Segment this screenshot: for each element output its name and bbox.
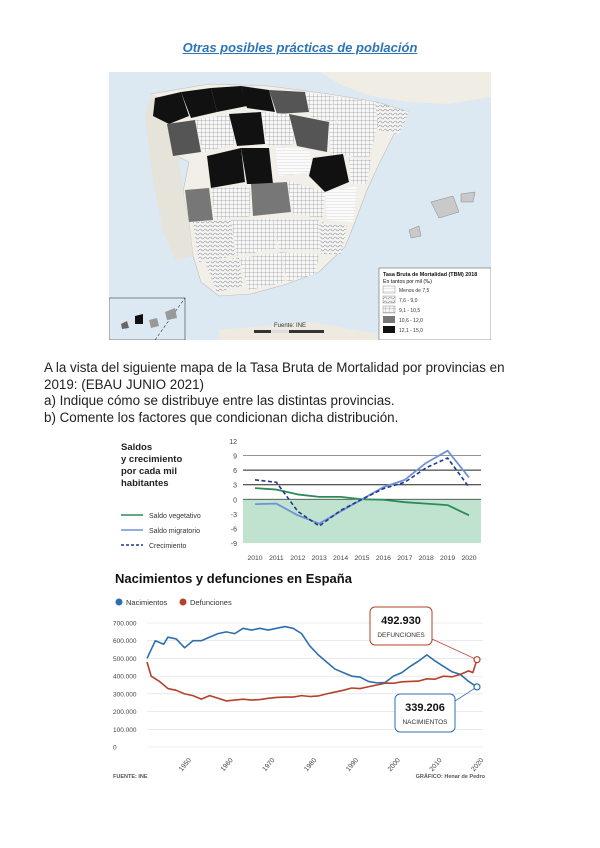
x-tick-label: 2010	[247, 555, 263, 562]
y-tick-label: 0	[113, 744, 117, 752]
balance-growth-chart	[113, 433, 493, 563]
legend-deaths-label: Defunciones	[190, 598, 232, 607]
y-tick-label: 6	[233, 468, 237, 476]
chart2-title: Nacimientos y defunciones en España	[115, 571, 352, 586]
chart2-source: FUENTE: INE	[113, 774, 148, 780]
map-legend-item: Menos de 7,5	[399, 288, 430, 294]
chart2-credit: GRÁFICO: Henar de Pedro	[415, 774, 485, 780]
map-legend-item: 12,1 - 15,0	[399, 328, 423, 334]
x-tick-label: 1980	[303, 756, 319, 774]
callout-deaths-label: DEFUNCIONES	[377, 632, 425, 639]
y-tick-label: 3	[233, 482, 237, 490]
y-tick-label: 0	[233, 497, 237, 505]
callout-births	[395, 694, 455, 732]
x-tick-label: 1970	[261, 756, 277, 774]
x-tick-label: 2012	[290, 555, 306, 562]
y-tick-label: 600.000	[113, 638, 137, 646]
legend-births-dot	[116, 599, 123, 606]
callout-births-label: NACIMIENTOS	[402, 719, 448, 726]
y-tick-label: 9	[233, 453, 237, 461]
mortality-map	[109, 72, 491, 340]
x-tick-label: 2017	[397, 555, 413, 562]
x-tick-label: 2016	[375, 555, 391, 562]
chart1-title-line: habitantes	[121, 478, 169, 489]
callout-deaths-value: 492.930	[381, 615, 421, 627]
x-tick-label: 2020	[470, 756, 486, 774]
y-tick-label: 700.000	[113, 620, 137, 628]
x-tick-label: 2018	[418, 555, 434, 562]
page-title: Otras posibles prácticas de población	[182, 40, 418, 55]
legend-label: Crecimiento	[149, 543, 187, 550]
map-source: Fuente: INE	[274, 323, 307, 329]
x-tick-label: 1990	[344, 756, 361, 774]
legend-births-label: Nacimientos	[126, 598, 168, 607]
y-tick-label: -3	[230, 511, 237, 519]
x-tick-label: 2014	[333, 555, 349, 562]
x-tick-label: 2010	[428, 756, 444, 774]
chart1-title	[121, 442, 182, 489]
y-tick-label: -9	[230, 541, 237, 548]
legend-label: Saldo migratorio	[149, 528, 200, 535]
births-endpoint	[474, 684, 480, 690]
map-legend-title: Tasa Bruta de Mortalidad (TBM) 2018	[383, 272, 478, 278]
y-tick-label: 12	[229, 439, 237, 446]
x-tick-label: 2000	[386, 756, 402, 774]
x-tick-label: 1960	[219, 756, 235, 774]
legend-label: Saldo vegetativo	[149, 513, 201, 520]
y-tick-label: 100.000	[113, 726, 137, 734]
y-tick-label: -6	[230, 526, 237, 534]
births-deaths-chart	[111, 567, 491, 782]
callout-births-value: 339.206	[405, 702, 445, 714]
x-tick-label: 1950	[177, 756, 193, 774]
legend-deaths-dot	[180, 599, 187, 606]
chart1-legend	[121, 513, 201, 550]
x-tick-label: 2020	[461, 555, 477, 562]
map-legend-item: 10,6 - 12,0	[399, 318, 423, 324]
question-intro-line2: 2019: (EBAU JUNIO 2021)	[44, 376, 205, 392]
y-tick-label: 300.000	[113, 691, 137, 699]
chart1-title-line: y crecimiento	[121, 454, 183, 465]
x-tick-label: 2019	[440, 555, 456, 562]
y-tick-label: 500.000	[113, 655, 137, 663]
x-tick-label: 2011	[269, 555, 284, 562]
y-tick-label: 400.000	[113, 673, 137, 681]
chart1-title-line: por cada mil	[121, 466, 177, 477]
question-text	[44, 360, 564, 426]
question-item-a: a) Indique cómo se distribuye entre las distintas provincias.	[44, 393, 395, 408]
map-legend-item: 9,1 - 10,5	[399, 308, 421, 314]
question-item-b: b) Comente los factores que condicionan dicha distribución.	[44, 409, 399, 425]
map-legend-item: 7,6 - 9,0	[399, 298, 418, 304]
x-tick-label: 2015	[354, 555, 370, 562]
map-legend-subtitle: En tantos por mil (‰)	[383, 279, 433, 285]
x-tick-label: 2013	[311, 555, 327, 562]
callout-deaths	[370, 607, 432, 645]
deaths-endpoint	[474, 657, 480, 663]
chart1-title-line: Saldos	[121, 442, 153, 453]
question-intro-line1: A la vista del siguiente mapa de la Tasa Bruta de Mortalidad por provincias en	[44, 360, 505, 375]
y-tick-label: 200.000	[113, 709, 137, 717]
